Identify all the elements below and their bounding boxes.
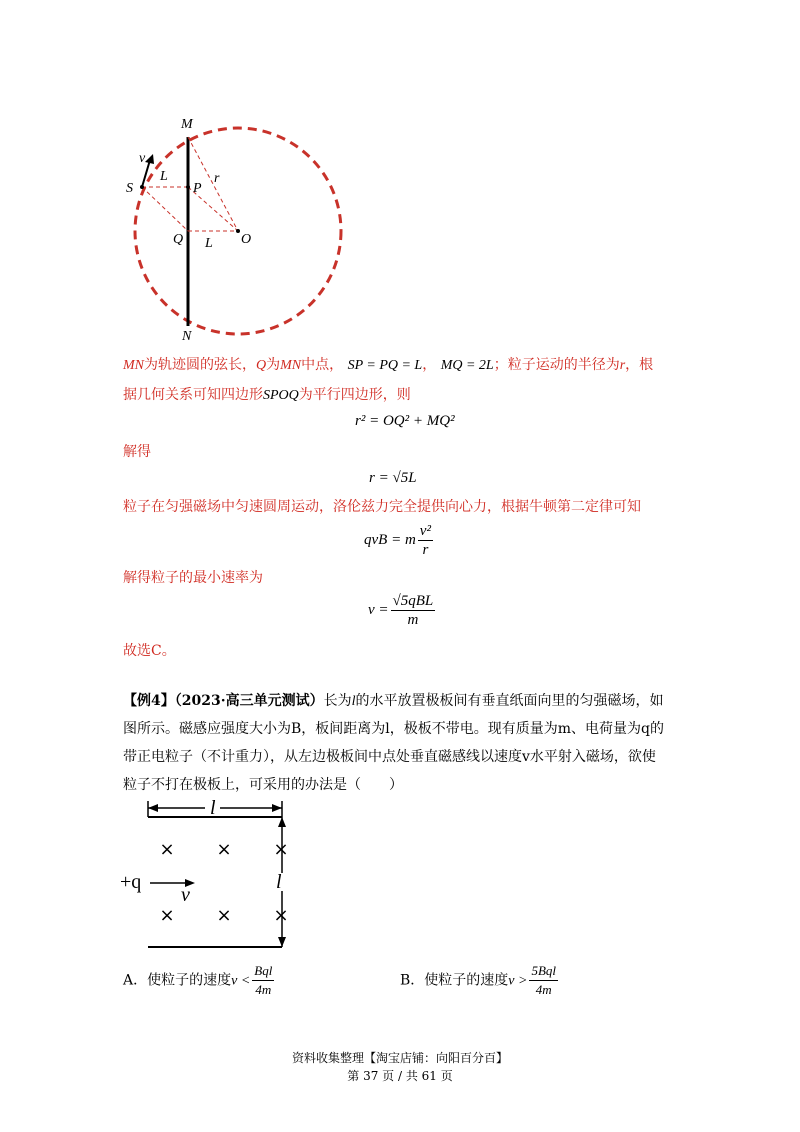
- solution-line-3: 粒子在匀强磁场中匀速圆周运动，洛伦兹力完全提供向心力，根据牛顿第二定律可知: [123, 499, 641, 515]
- field-cross: ×: [216, 839, 232, 860]
- equation-3: qvB = m $\frac{\text{v²}}{r}$: [364, 523, 431, 558]
- example4-line-1: 【例4】（2023·高三单元测试）长为l的水平放置极板间有垂直纸面向里的匀强磁场，如: [123, 693, 664, 709]
- label-L1: L: [160, 169, 168, 184]
- label-P: P: [193, 181, 202, 196]
- field-cross: ×: [273, 839, 289, 860]
- footer-source: 资料收集整理【淘宝店铺：向阳百分百】: [291, 1051, 508, 1065]
- label-O: O: [241, 232, 252, 247]
- solution-line-4: 解得粒子的最小速率为: [123, 570, 263, 586]
- example4-line-2: 图所示。磁感应强度大小为B，板间距离为l，极板不带电。现有质量为m、电荷量为q的: [123, 721, 665, 737]
- equation-4: v = $\frac{\text{√5qBL}}{m}$: [368, 593, 434, 628]
- field-cross: ×: [216, 905, 232, 926]
- label-Q: Q: [173, 232, 184, 247]
- solve-label-1: 解得: [123, 444, 151, 460]
- label-v: v: [139, 151, 146, 166]
- conclusion: 故选C。: [123, 643, 176, 659]
- field-cross: ×: [159, 905, 175, 926]
- label-M: M: [181, 117, 193, 132]
- equation-2: r = √5L: [369, 470, 417, 486]
- page-number: 第 37 页 / 共 61 页: [347, 1069, 453, 1083]
- option-A: A．使粒子的速度v < $\frac{\text{Bql}}{4m}$: [123, 963, 273, 997]
- example4-line-3: 带正电粒子（不计重力），从左边极板间中点处垂直磁感线以速度v水平射入磁场，欲使: [123, 749, 656, 765]
- equation-1: r² = OQ² + MQ²: [355, 413, 455, 429]
- magnetic-field-figure: [110, 795, 310, 955]
- label-charge: +q: [120, 871, 142, 893]
- solution-line-1: MN为轨迹圆的弦长，Q为MN中点， SP = PQ = L， MQ = 2L；粒子运动的半径为r，根: [123, 357, 654, 373]
- label-l-right: l: [276, 871, 282, 893]
- example4-line-4: 粒子不打在极板上，可采用的办法是（ ）: [123, 777, 403, 793]
- label-velocity: v: [181, 884, 190, 906]
- solution-line-2: 据几何关系可知四边形SPOQ为平行四边形，则: [123, 387, 411, 403]
- field-cross: ×: [159, 839, 175, 860]
- field-cross: ×: [273, 905, 289, 926]
- label-S: S: [126, 181, 133, 196]
- geometry-figure: [120, 110, 360, 345]
- option-B: B．使粒子的速度v > $\frac{\text{5Bql}}{4m}$: [400, 963, 557, 997]
- label-l-top: l: [210, 797, 216, 819]
- label-L2: L: [205, 236, 213, 251]
- label-N: N: [182, 329, 192, 344]
- label-r: r: [214, 171, 220, 186]
